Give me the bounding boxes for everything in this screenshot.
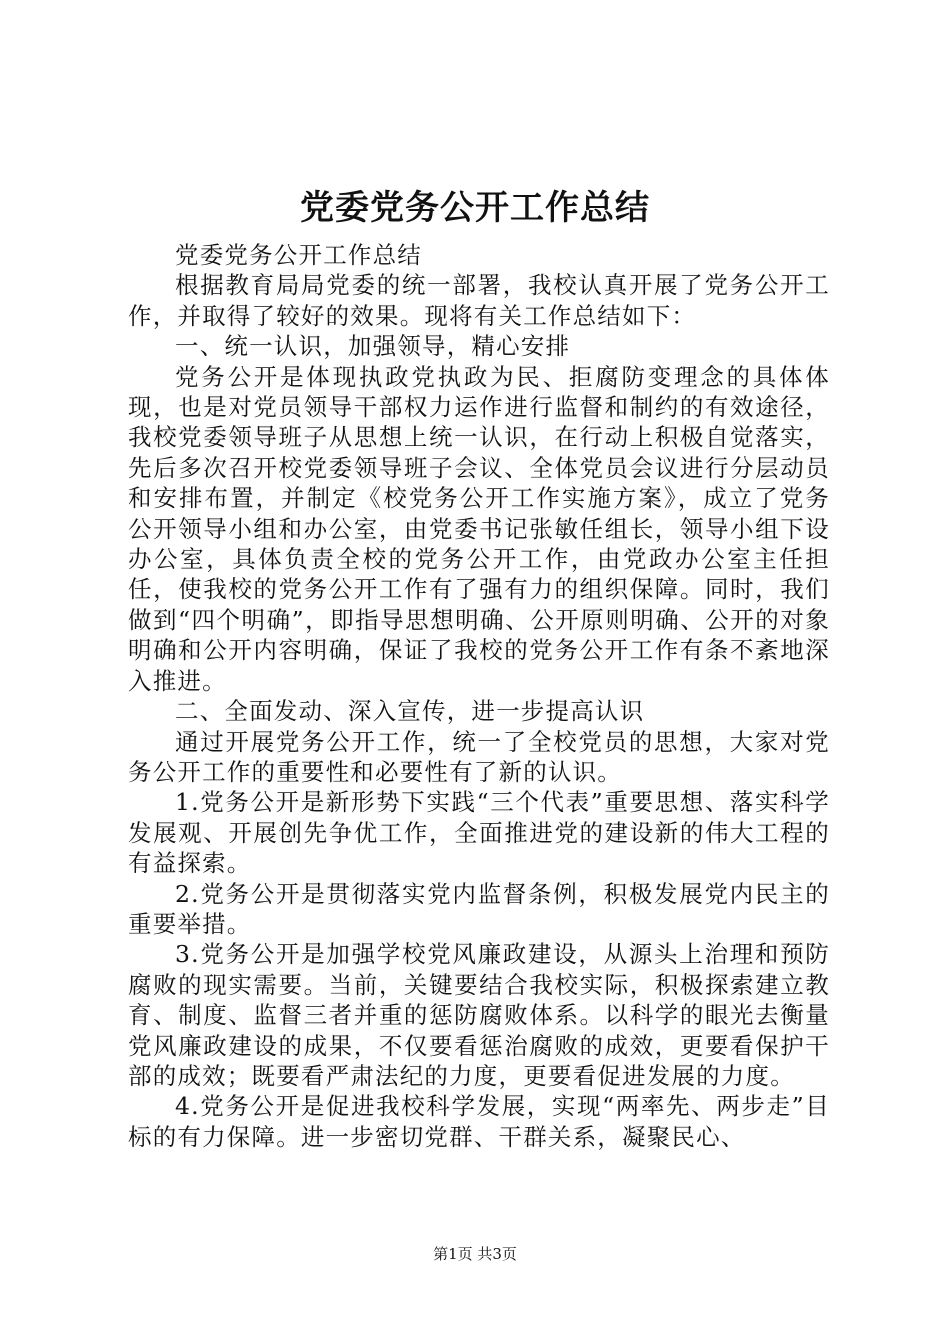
page-footer: 第1页 共3页 (433, 1245, 517, 1263)
paragraph-subtitle: 党委党务公开工作总结 (175, 241, 422, 269)
section-heading-1: 一、统一认识，加强领导，精心安排 (175, 332, 571, 361)
paragraph-section-1: 党务公开是体现执政党执政为民、拒腐防变理念的具体体现，也是对党员领导干部权力运作进行监督和制约的有效途径，我校党委领导班子从思想上统一认识，在行动上积极自觉落实，先后多次召开校党委领导班子会议、全体党员会议进行分层动员和安排布置，并制定《校党务公开工作实施方案》，成立了党务公开领导小组和办公室，由党委书记张敏任组长，领导小组下设办公室，具体负责全校的党务公开工作，由党政办公室主任担任，使我校的党务公开工作有了强有力的组织保障。同时，我们做到“四个明确”，即指导思想明确、公开原则明确、公开的对象明确和公开内容明确，保证了我校的党务公开工作有条不紊地深入推进。 (128, 362, 830, 695)
document-body (128, 240, 830, 1152)
list-item-4: 4.党务公开是促进我校科学发展，实现“两率先、两步走”目标的有力保障。进一步密切党群、干群关系，凝聚民心、 (128, 1092, 830, 1151)
list-item-1: 1.党务公开是新形势下实践“三个代表”重要思想、落实科学发展观、开展创先争优工作，全面推进党的建设新的伟大工程的有益探索。 (128, 788, 830, 878)
paragraph-intro: 根据教育局局党委的统一部署，我校认真开展了党务公开工作，并取得了较好的效果。现将有关工作总结如下： (128, 271, 830, 330)
list-item-2: 2.党务公开是贯彻落实党内监督条例，积极发展党内民主的重要举措。 (128, 879, 830, 938)
list-item-3: 3.党务公开是加强学校党风廉政建设，从源头上治理和预防腐败的现实需要。当前，关键要结合我校实际，积极探索建立教育、制度、监督三者并重的惩防腐败体系。以科学的眼光去衡量党风廉政建设的成果，不仅要看惩治腐败的成效，更要看保护干部的成效；既要看严肃法纪的力度，更要看促进发展的力度。 (128, 940, 830, 1090)
section-heading-2: 二、全面发动、深入宣传，进一步提高认识 (175, 697, 645, 726)
paragraph-section-2: 通过开展党务公开工作，统一了全校党员的思想，大家对党务公开工作的重要性和必要性有了新的认识。 (128, 727, 830, 786)
document-title: 党委党务公开工作总结 (300, 188, 650, 228)
